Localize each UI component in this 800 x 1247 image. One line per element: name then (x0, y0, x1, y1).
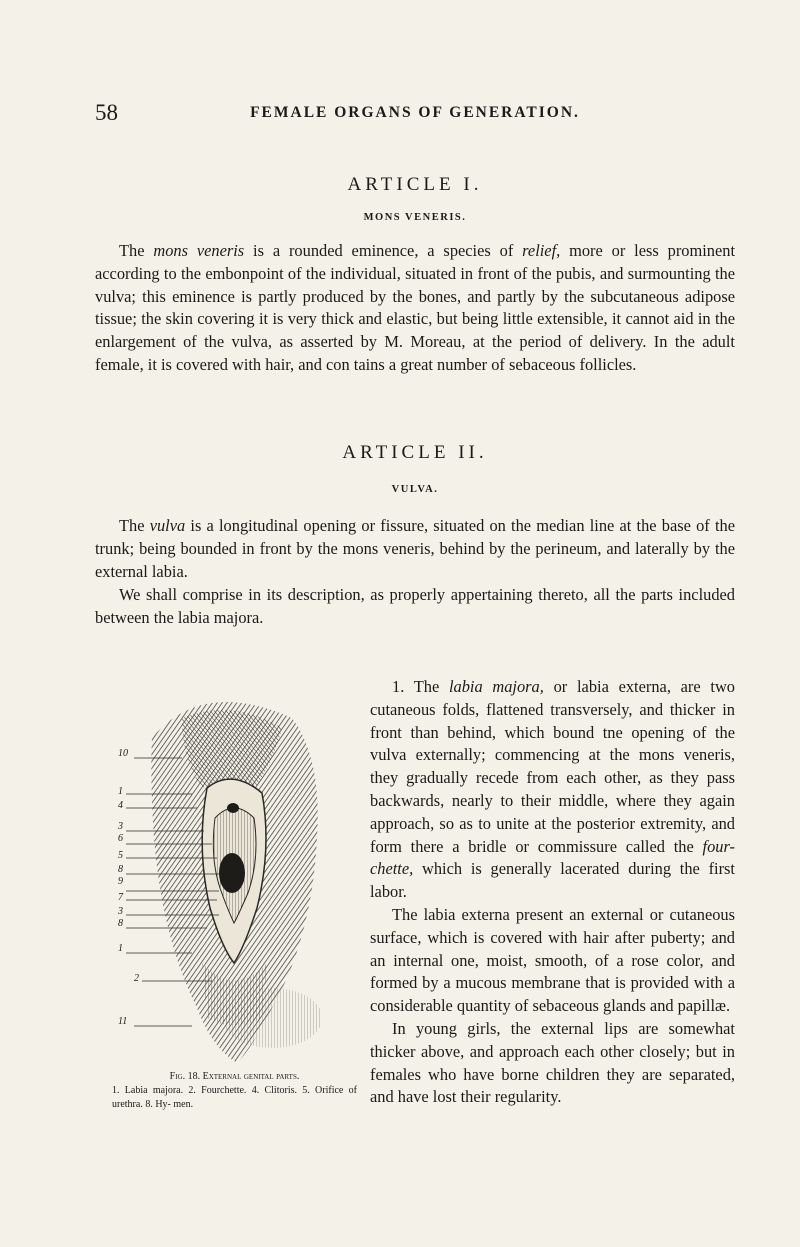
figure-caption (112, 1070, 357, 1112)
figure-label: 6 (118, 833, 123, 844)
figure-label: 3 (118, 906, 123, 917)
article-1-title: ARTICLE I. (347, 174, 483, 195)
article-1-paragraph: The mons veneris is a rounded eminence, a species of relief, more or less prominent according to the embonpoint of the individual, situated in front of the pubis, and surmounting the vulva; this eminence is partly produced by the bones, and partly by the subcutaneous adipose tissue; the skin covering it is very thick and elastic, but being little extensible, it cannot aid in the enlargement of the vulva, as asserted by M. Moreau, at the period of delivery. In the adult female, it is covered with hair, and con tains a great number of sebaceous follicles. (95, 241, 735, 374)
caption-title: Fig. 18. External genital parts. (169, 1071, 300, 1082)
page-number: 58 (95, 100, 118, 125)
figure-external-genitals (112, 678, 357, 1068)
figure-label: 3 (118, 821, 123, 832)
figure-label: 5 (118, 850, 123, 861)
figure-label: 8 (118, 864, 123, 875)
figure-label: 10 (118, 748, 128, 759)
figure-label: 1 (118, 786, 123, 797)
article-2-subtitle: VULVA. (391, 484, 439, 495)
figure-label: 11 (118, 1016, 128, 1027)
article-2-title: ARTICLE II. (342, 442, 488, 463)
figure-label: 7 (118, 892, 123, 903)
labia-majora-paragraph: 1. The labia majora, or labia externa, are two cutaneous folds, flattened transversely, and thicker in front than behind, which bound tne opening of the vulva externally; commencing at the mons veneris, they gradually recede from each other, as they pass backwards, nearly to their middle, where they again approach, so as to unite at the posterior extremity, and form there a bridle or commissure called the four- chette, which is generally lacerated during the first labor. (370, 677, 735, 902)
figure-label: 1 (118, 943, 123, 954)
young-girls-paragraph: In young girls, the external lips are somewhat thicker above, and approach each other closely; but in females who have borne children they are separated, and have lost their regularity. (370, 1018, 735, 1107)
article-1-subtitle: MONS VENERIS. (363, 212, 467, 223)
caption-key: 1. Labia majora. 2. Fourchette. 4. Clitoris. 5. Orifice of urethra. 8. Hy- men. (112, 1085, 357, 1110)
text-column (370, 676, 735, 1109)
page-header (95, 100, 735, 130)
figure-label: 9 (118, 876, 123, 887)
anatomical-illustration (112, 678, 357, 1068)
parts-paragraph: We shall comprise in its description, as properly appertaining thereto, all the parts included between the labia majora. (95, 585, 735, 627)
labia-surfaces-paragraph: The labia externa present an external or cutaneous surface, which is covered with hair after puberty; and an internal one, moist, smooth, of a rose color, and formed by a mucous membrane that is provided with a considerable quantity of sebaceous glands and papillæ. (370, 904, 735, 1016)
vulva-paragraph: The vulva is a longitudinal opening or fissure, situated on the median line at the base of the trunk; being bounded in front by the mons veneris, behind by the perineum, and laterally by the external labia. (95, 516, 735, 581)
figure-label: 2 (134, 973, 139, 984)
figure-label: 8 (118, 918, 123, 929)
running-head: FEMALE ORGANS OF GENERATION. (250, 104, 580, 121)
figure-label: 4 (118, 800, 123, 811)
